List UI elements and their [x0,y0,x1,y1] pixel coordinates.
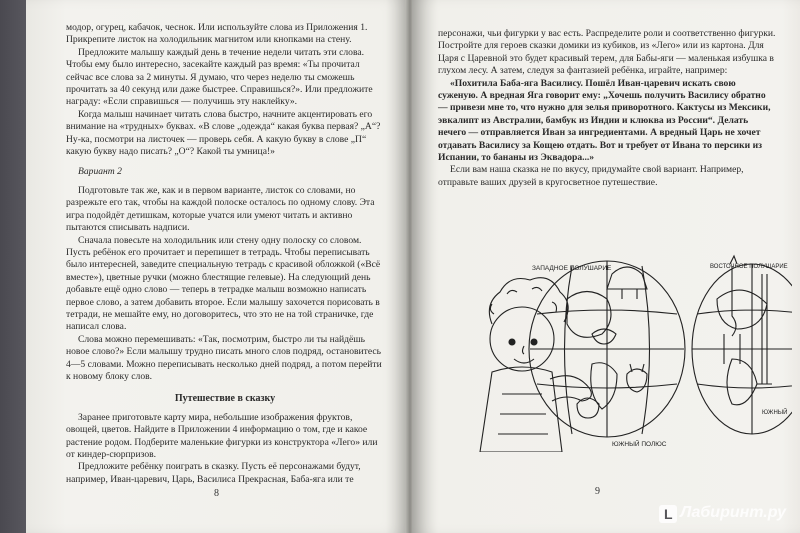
paragraph: Предложите малышу каждый день в течение недели читать эти слова. Чтобы ему было интересно, засекайте каждый раз время: «Ты прочитал сейчас все слова за 2 минуты. Я думаю, что через неделю ты сможешь прочитать за 40 секунд или даже быстрее. Справишься?». Или предложите награду: «Если справишься — получишь эту наклейку». [66,46,373,108]
page-number: 9 [595,486,600,497]
variant-title: Вариант 2 [78,166,122,178]
paragraph: Если вам наша сказка не по вкусу, придумайте свой вариант. Например, отправьте ваших друзей в кругосветное путешествие. [438,164,744,188]
section-heading: Путешествие в сказку [174,393,276,405]
map-label-south: ЮЖНЫЙ [762,410,788,416]
world-map-illustration [462,254,792,452]
paragraph: персонажи, чьи фигурки у вас есть. Распределите роли и соответственно фигурки. Постройте для героев сказки домики из кубиков, из «Лего» или из картона. Для Царя с Царевной это будет красивый терем, для Бабы-яги — маленькая избушка в глухом лесу. А затем, следуя за фантазией ребёнка, играйте, например: [438,28,776,77]
left-page [26,0,409,533]
paragraph: Сначала повесьте на холодильник или стену одну полоску со словом. Пусть ребёнок его прочитает и перепишет в тетрадь. Чтобы переписывать было интересней, заведите специальную тетрадь с красивой обложкой («Всё вместе»), цветные ручки (можно блестящие гелевые). На следующий день добавьте ещё одно слово — теперь в тетрадке малыш возможно написать первое слово, а затем добавить второе. Если малышу захочется порисовать в тетради, не мешайте ему, но договоритесь, что это не на той страничке, где написал слова. [66,234,381,333]
child-head [490,307,554,371]
map-label-east: ВОСТОЧНОЕ ПОЛУШАРИЕ [710,264,788,270]
paragraph: Предложите ребёнку поиграть в сказку. Пусть её персонажами будут, например, Иван-царевич, Царь, Василиса Прекрасная, Баба-яга или те [66,461,361,485]
paragraph: Слова можно перемешивать: «Так, посмотрим, быстро ли ты найдёшь новое слово?» Если малышу трудно писать много слов подряд, остановитесь 4—5 словами. Можно переписывать несколько дней подряд, а потом перейти к новому блоку слов. [66,333,382,382]
paragraph: «Похитила Баба-яга Василису. Пошёл Иван-царевич искать свою суженую. А вредная Яга говорит ему: „Хочешь получить Василису обратно — привези мне то, что нужно для зелья приворотного. Кактусы из Мексики, эвкалипт из Австралии, бамбук из Индии и клюква из России“. Делать нечего — отправляется Иван за ингредиентами. А вредный Царь не хочет отдавать Василису за Кощею отдать. Вот и требует от Ивана то персики из Испании, то бананы из Эквадора...» [438,77,771,164]
paragraph: Подготовьте так же, как и в первом варианте, листок со словами, но разрежьте его так, чтобы на каждой полоске осталось по одному слову. Эта игра подойдёт детишкам, которые учатся или умеют читать и активно пытаются списывать надписи. [66,184,375,234]
map-label-west: ЗАПАДНОЕ ПОЛУШАРИЕ [532,265,612,272]
labirint-logo-icon: L [659,505,677,523]
left-page-text [66,22,384,486]
watermark [659,504,786,523]
paragraph: модор, огурец, кабачок, чеснок. Или используйте слова из Приложения 1. Прикрепите листок на холодильник магнитом или кнопками на стену. [66,22,368,46]
paragraph: Когда малыш начинает читать слова быстро, начните акцентировать его внимание на «трудных» буквах. «В слове „одежда“ какая буква первая? „А“? Ну-ка, посмотри на листочек — проверь себя. А какую букву в слове „П“ какую букву надо писать? „О“? Какой ты умница!» [66,108,381,158]
right-page-text [438,28,776,189]
page-number: 8 [214,488,219,499]
paragraph: Заранее приготовьте карту мира, небольшие изображения фруктов, овощей, цветов. Найдите в Приложении 4 информацию о том, где и какое растение родом. Подберите маленькие фигурки из конструктора «Лего» или от киндер-сюрпризов. [66,411,378,460]
watermark-text: Лабиринт.ру [680,504,786,521]
map-label-south-pole: ЮЖНЫЙ ПОЛЮС [612,441,667,448]
